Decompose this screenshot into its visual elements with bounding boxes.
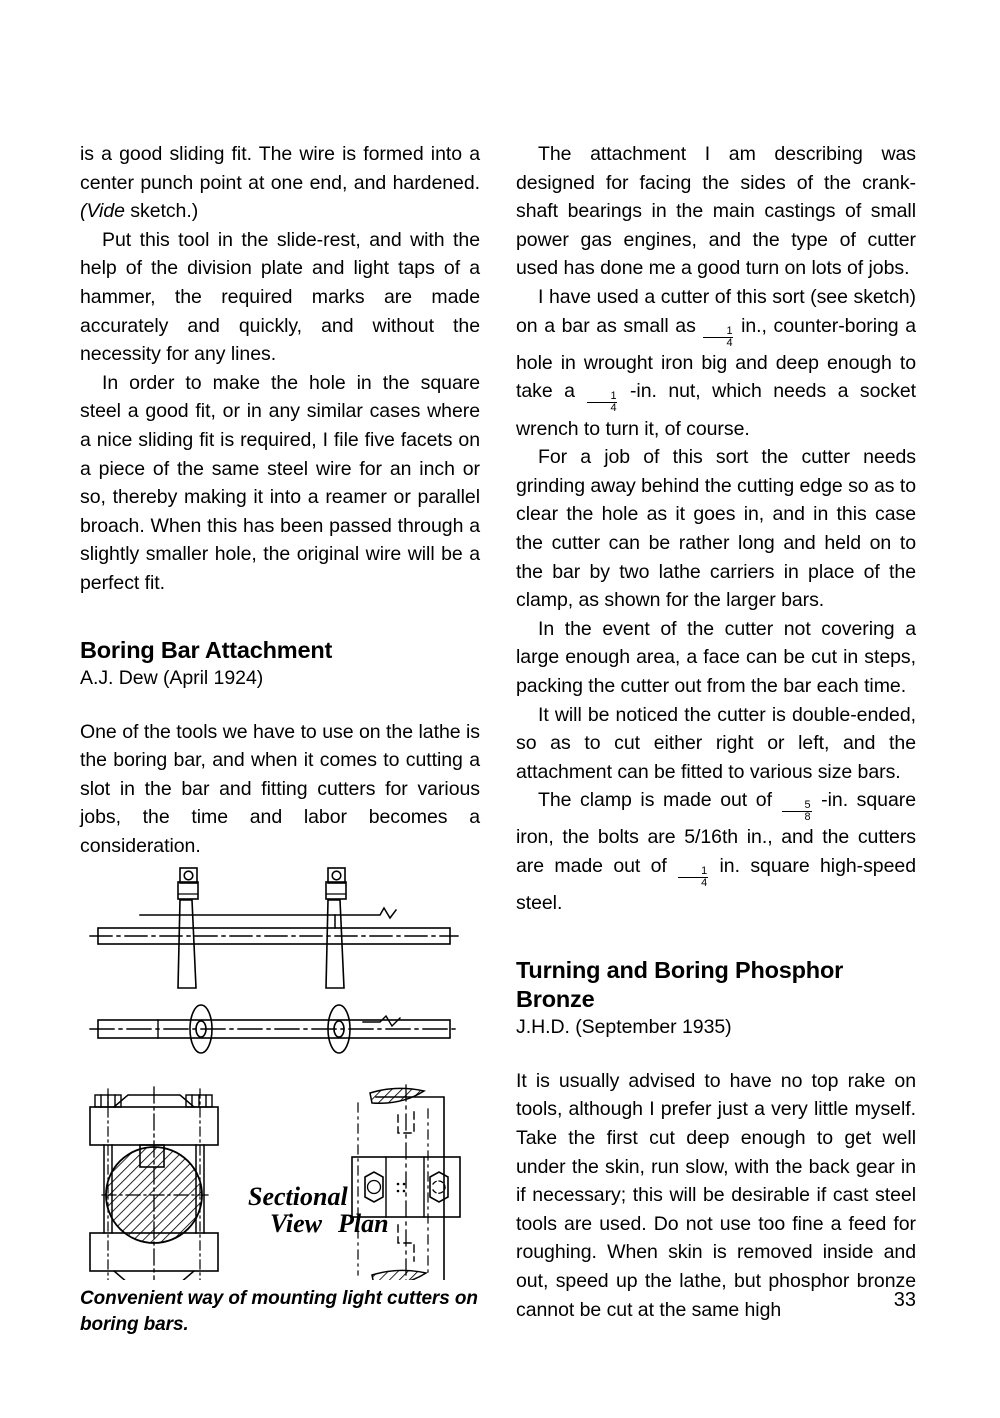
fraction-one-quarter [678, 866, 708, 889]
figure-illustration [80, 860, 480, 1280]
figure-boring-bar [80, 860, 480, 1338]
fraction-denominator: 8 [804, 811, 811, 824]
spacer [80, 692, 480, 718]
label-plan: Plan [338, 1209, 389, 1239]
spacer [516, 1041, 916, 1067]
fraction-numerator: 1 [678, 866, 708, 878]
paragraph-face-in-steps: In the event of the cutter not covering a large enough area, a face can be cut in steps, packing the cutter out from the bar each time. [516, 617, 916, 697]
text-segment-b: -in. square iron, the bolts are 5/16th in., and the cutters are made out of [516, 789, 916, 878]
paragraph-square-steel: In order to make the hole in the square steel a good fit, or in any similar cases where a nice sliding fit is required, I file five facets on a piece of the same steel wire for an inch or so, thereby making it into a reamer or parallel broach. When this has been passed through a slightly smaller hole, the original wire will be a perfect fit. [80, 371, 480, 594]
text-segment-b: in., counter-boring a hole in wrought iron big and deep enough to take a [516, 314, 916, 403]
fraction-denominator: 4 [610, 402, 617, 415]
paragraph-clamp-materials [516, 786, 916, 918]
left-column [80, 140, 480, 1336]
fraction-numerator: 1 [587, 391, 617, 403]
fraction-denominator: 4 [701, 877, 708, 890]
paragraph-attachment-description: The attachment I am describing was designed for facing the sides of the crank-shaft bearings in the main castings of small power gas engines, and the type of cutter used has done me a good turn on lots of jobs. [516, 143, 916, 280]
text-segment-c: -in. nut, which needs a socket wrench to turn it, of course. [516, 380, 916, 440]
text-segment-c: in. square high-speed steel. [516, 855, 916, 915]
fraction-numerator: 5 [782, 800, 812, 812]
heading-turning-boring-phosphor-bronze: Turning and Boring Phosphor Bronze [516, 956, 844, 1012]
fraction-one-quarter [703, 326, 733, 349]
byline-boring-bar-attachment: A.J. Dew (April 1924) [80, 666, 264, 689]
paragraph-grinding: For a job of this sort the cutter needs grinding away behind the cutting edge so as to clear the hole as it goes in, and in this case the cutter can be rather long and held on to the bar by two lathe carriers in place of the clamp, as shown for the larger bars. [516, 446, 916, 612]
vide-italic: (Vide [80, 200, 125, 223]
paragraph-text-part-b: sketch.) [124, 200, 199, 223]
label-sectional-view-line1: Sectional [248, 1182, 348, 1212]
paragraph-top-rake: It is usually advised to have no top rake on tools, although I prefer just a very little myself. Take the first cut deep enough to get well under the skin, run slow, with the back gear in if necessary; this will be desirable if cast steel tools are used. Do not use too fine a feed for roughing. When skin is removed inside and out, speed up the lathe, but phosphor bronze cannot be cut at the same high [516, 1069, 916, 1321]
spacer [516, 918, 916, 956]
spacer [80, 598, 480, 636]
label-sectional-view-line2: View [270, 1209, 323, 1239]
paragraph-continued [80, 140, 480, 226]
paragraph-boring-bar-intro: One of the tools we have to use on the lathe is the boring bar, and when it comes to cutting a slot in the bar and fitting cutters for various jobs, the time and labor becomes a consideration. [80, 720, 480, 857]
figure-caption: Convenient way of mounting light cutters on boring bars. [80, 1288, 478, 1336]
text-segment-a: The clamp is made out of [538, 789, 781, 812]
fraction-five-eighths [782, 800, 812, 823]
fraction-numerator: 1 [703, 326, 733, 338]
fraction-one-quarter [587, 391, 617, 414]
paragraph-text-part-a: is a good sliding fit. The wire is formed into a center punch point at one end, and hardened. [80, 143, 480, 194]
paragraph-slide-rest: Put this tool in the slide-rest, and with the help of the division plate and light taps of a hammer, the required marks are made accurately and quickly, and without the necessity for any lines. [80, 228, 480, 366]
text-segment-a: I have used a cutter of this sort (see sketch) on a bar as small as [516, 285, 916, 337]
byline-phosphor-bronze: J.H.D. (September 1935) [516, 1015, 732, 1038]
paragraph-cutter-size [516, 283, 916, 443]
heading-boring-bar-attachment: Boring Bar Attachment [80, 636, 333, 663]
paragraph-double-ended: It will be noticed the cutter is double-ended, so as to cut either right or left, and the attachment can be fitted to various size bars. [516, 703, 916, 783]
page-number: 33 [893, 1289, 916, 1311]
fraction-denominator: 4 [726, 336, 733, 349]
